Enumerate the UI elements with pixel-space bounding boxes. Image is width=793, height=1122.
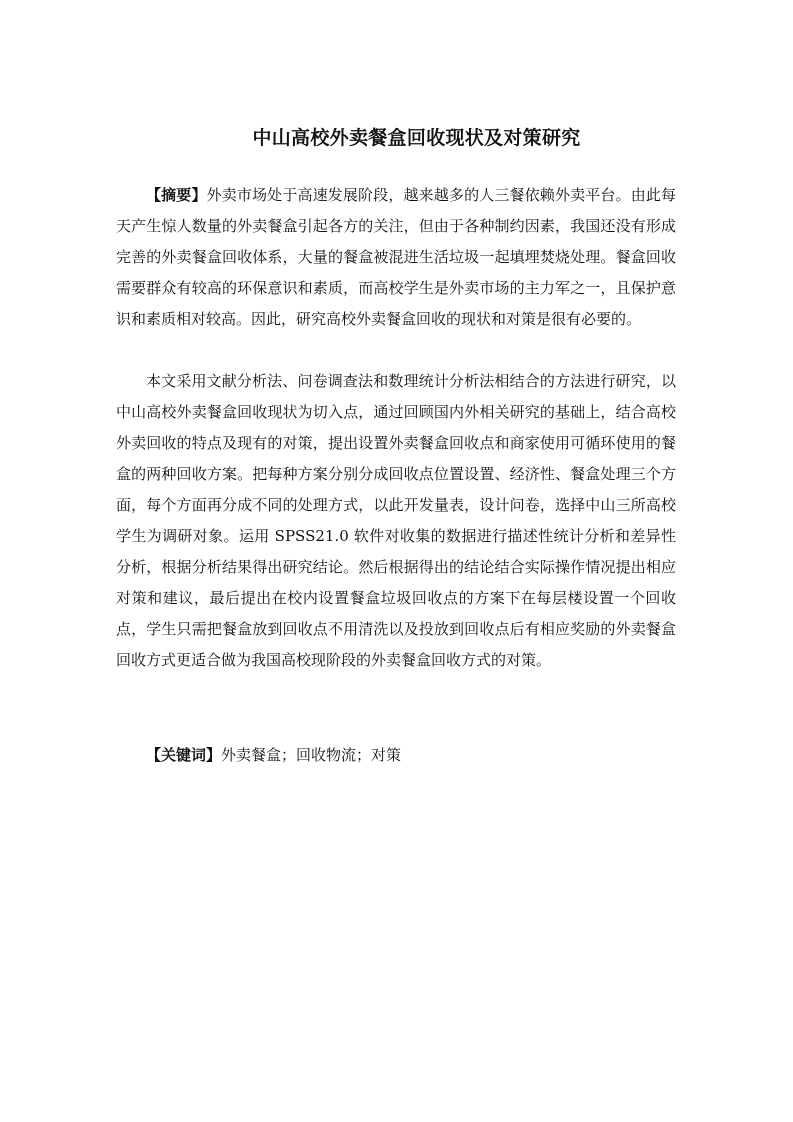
keywords-tag: 【关键词】 — [146, 746, 222, 764]
abstract-text: 外卖市场处于高速发展阶段，越来越多的人三餐依赖外卖平台。由此每天产生惊人数量的外卖餐盒引起各方的关注，但由于各种制约因素，我国还没有形成完善的外卖餐盒回收体系，大量的餐盒被混进生活垃圾一起填埋焚烧处理。餐盒回收需要群众有较高的环保意识和素质，而高校学生是外卖市场的主力军之一，且保护意识和素质相对较高。因此，研究高校外卖餐盒回收的现状和对策是很有必要的。 — [116, 186, 676, 328]
page-title: 中山高校外卖餐盒回收现状及对策研究 — [252, 127, 581, 149]
keywords-text: 外卖餐盒；回收物流；对策 — [221, 746, 402, 764]
abstract-tag: 【摘要】 — [146, 186, 207, 204]
abstract-paragraph — [116, 180, 676, 335]
keywords-line — [116, 740, 676, 771]
method-paragraph: 本文采用文献分析法、问卷调查法和数理统计分析法相结合的方法进行研究，以中山高校外卖餐盒回收现状为切入点，通过回顾国内外相关研究的基础上，结合高校外卖回收的特点及现有的对策，提出设置外卖餐盒回收点和商家使用可循环使用的餐盒的两种回收方案。把每种方案分别分成回收点位置设置、经济性、餐盒处理三个方面，每个方面再分成不同的处理方式，以此开发量表，设计问卷，选择中山三所高校学生为调研对象。运用 SPSS21.0 软件对收集的数据进行描述性统计分析和差异性分析，根据分析结果得出研究结论。然后根据得出的结论结合实际操作情况提出相应对策和建议，最后提出在校内设置餐盒垃圾回收点的方案下在每层楼设置一个回收点，学生只需把餐盒放到回收点不用清洗以及投放到回收点后有相应奖励的外卖餐盒回收方式更适合做为我国高校现阶段的外卖餐盒回收方式的对策。 — [116, 372, 676, 669]
